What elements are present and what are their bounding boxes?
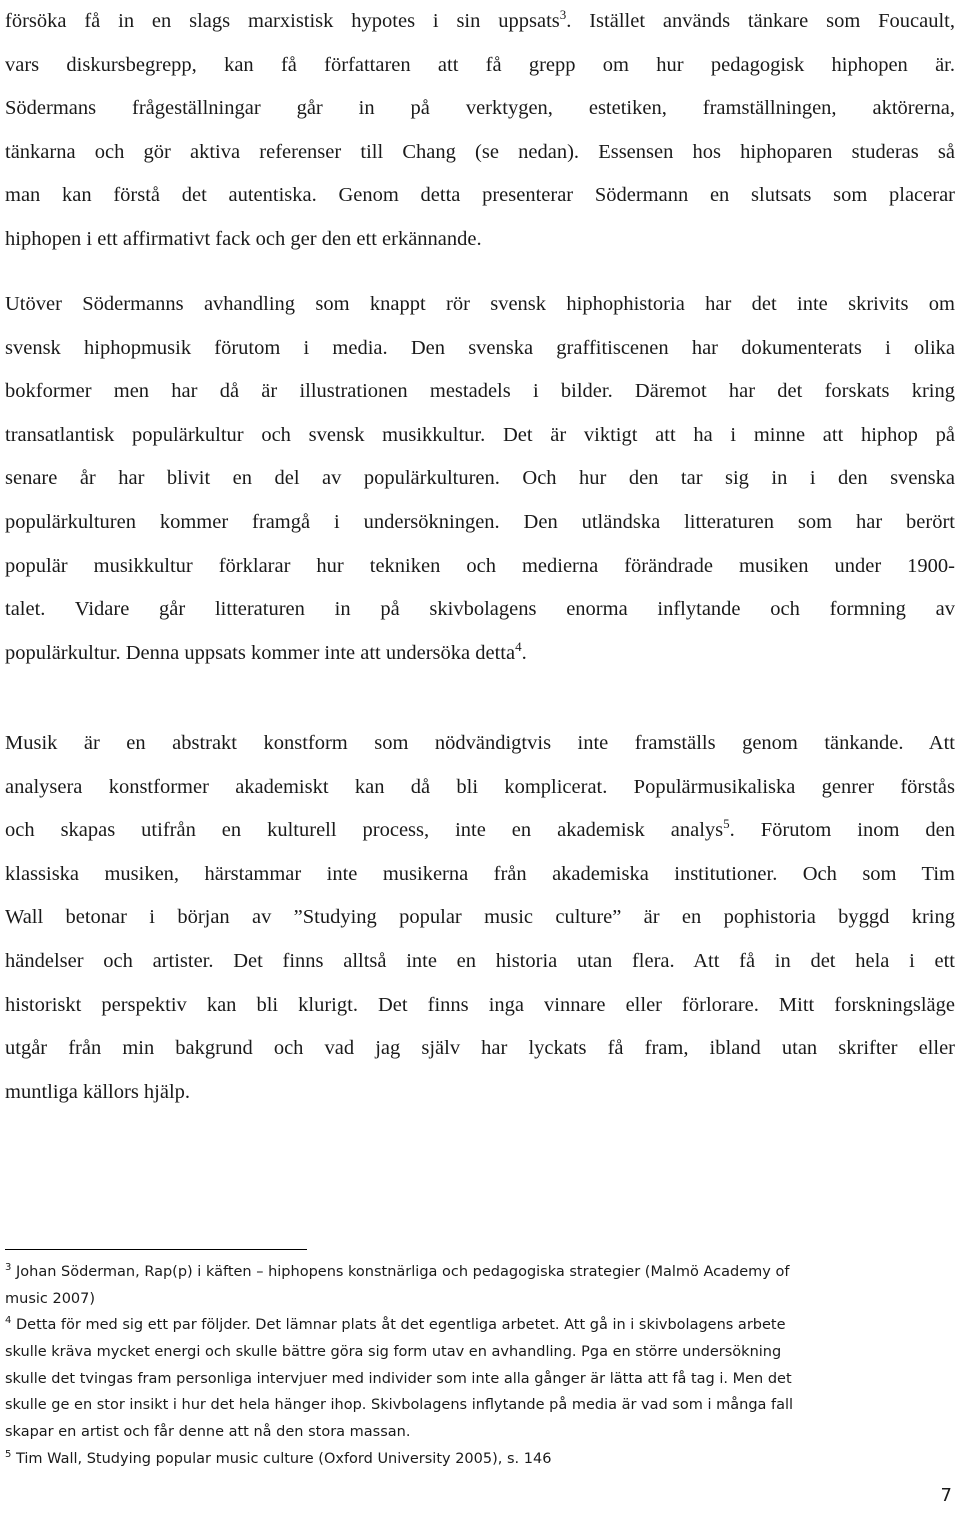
text-run: Utöver Södermanns avhandling som knappt rör svensk hiphophistoria har det inte skrivits om xyxy=(5,293,955,315)
text-line xyxy=(5,501,955,545)
text-line xyxy=(5,588,955,632)
text-run: . xyxy=(521,641,527,664)
text-run: senare år har blivit en del av populärkulturen. Och hur den tar sig in i den svenska xyxy=(5,467,955,490)
footnote-line xyxy=(5,1392,955,1419)
text-run: händelser och artister. Det finns alltså inte en historia utan flera. Att få in det hela i ett xyxy=(5,949,955,972)
text-line xyxy=(5,174,955,218)
text-run: klassiska musiken, härstammar inte musikerna från akademiska institutioner. Och som Tim xyxy=(5,862,955,885)
text-line xyxy=(5,722,955,766)
footnote-line xyxy=(5,1419,955,1446)
text-line xyxy=(5,940,955,984)
text-run: transatlantisk populärkultur och svensk musikkultur. Det är viktigt att ha i minne att hiphop på xyxy=(5,423,955,446)
text-run: . Istället används tänkare som Foucault, xyxy=(566,10,955,32)
text-line xyxy=(5,545,955,589)
footnote-line xyxy=(5,1339,955,1366)
footnote-text: music 2007) xyxy=(5,1290,96,1307)
paragraph-1 xyxy=(5,0,955,262)
footnote-reference[interactable]: 5 xyxy=(723,816,730,832)
footnote-line xyxy=(5,1446,955,1473)
text-line xyxy=(5,87,955,131)
text-line xyxy=(5,457,955,501)
footnote-text: Johan Söderman, Rap(p) i käften – hiphopens konstnärliga och pedagogiska strategier (Malmö Academy of xyxy=(11,1264,790,1280)
paragraph-2 xyxy=(5,283,955,675)
footnote-line xyxy=(5,1286,955,1313)
footnote-text: skulle kräva mycket energi och skulle bättre göra sig form utav en avhandling. Pga en större undersökning xyxy=(5,1344,782,1361)
text-run: Wall betonar i början av ”Studying popular music culture” är en pophistoria byggd kring xyxy=(5,906,955,929)
text-run: historiskt perspektiv kan bli klurigt. Det finns inga vinnare eller förlorare. Mitt forskningsläge xyxy=(5,993,955,1016)
footnote-number: 5 xyxy=(5,1448,12,1460)
text-run: bokformer men har då är illustrationen mestadels i bilder. Däremot har det forskats kring xyxy=(5,380,955,403)
text-run: och skapas utifrån en kulturell process, inte en akademisk analys xyxy=(5,819,724,842)
text-line xyxy=(5,414,955,458)
text-run: svensk hiphopmusik förutom i media. Den svenska graffitiscenen har dokumenterats i olika xyxy=(5,336,955,359)
footnote-number: 4 xyxy=(5,1315,12,1327)
text-run: populärkulturen kommer framgå i undersökningen. Den utländska litteraturen som har berört xyxy=(5,510,955,533)
text-line xyxy=(5,370,955,414)
footnote-line xyxy=(5,1259,955,1286)
text-run: utgår från min bakgrund och vad jag själv har lyckats få fram, ibland utan skrifter eller xyxy=(5,1037,955,1060)
footnote-text: Detta för med sig ett par följder. Det lämnar plats åt det egentliga arbetet. Att gå in i skivbolagens arbete xyxy=(11,1317,786,1334)
text-run: Södermans frågeställningar går in på verktygen, estetiken, framställningen, aktörerna, xyxy=(5,97,955,120)
footnote-text: skapar en artist och får denne att nå den stora massan. xyxy=(5,1424,411,1441)
text-run: muntliga källors hjälp. xyxy=(5,1080,191,1103)
footnote-reference[interactable]: 3 xyxy=(559,7,567,22)
footnote-reference[interactable]: 4 xyxy=(515,638,522,654)
text-run: . Förutom inom den xyxy=(729,819,956,842)
text-line xyxy=(5,283,955,327)
text-run: hiphopen i ett affirmativt fack och ger den ett erkännande. xyxy=(5,227,482,250)
text-line xyxy=(5,327,955,371)
footnote-line xyxy=(5,1312,955,1339)
text-line xyxy=(5,1027,955,1071)
footnotes xyxy=(5,1259,955,1473)
text-run: populär musikkultur förklarar hur tekniken och medierna förändrade musiken under 1900- xyxy=(5,554,955,577)
text-line xyxy=(5,809,955,853)
text-run: Musik är en abstrakt konstform som nödvändigtvis inte framställs genom tänkande. Att xyxy=(5,732,955,754)
text-run: populärkultur. Denna uppsats kommer inte att undersöka detta xyxy=(5,641,516,664)
text-line xyxy=(5,896,955,940)
text-run: försöka få in en slags marxistisk hypotes i sin uppsats xyxy=(5,10,560,32)
footnote-text: skulle det tvingas fram personliga intervjuer med individer som inte alla gånger är lätta att få tag i. Men det xyxy=(5,1370,792,1387)
text-run: talet. Vidare går litteraturen in på skivbolagens enorma inflytande och formning av xyxy=(5,598,955,621)
paragraph-3 xyxy=(5,722,955,1114)
text-run: man kan förstå det autentiska. Genom detta presenterar Södermann en slutsats som placerar xyxy=(5,184,955,207)
text-run: analysera konstformer akademiskt kan då bli komplicerat. Populärmusikaliska genrer förstås xyxy=(5,775,955,798)
footnote-text: Tim Wall, Studying popular music culture (Oxford University 2005), s. 146 xyxy=(11,1450,552,1467)
footnote-separator xyxy=(5,1249,307,1250)
text-line xyxy=(5,853,955,897)
footnote-text: skulle ge en stor insikt i hur det hela hänger ihop. Skivbolagens inflytande på media är vad som i många fall xyxy=(5,1397,794,1414)
page-number: 7 xyxy=(940,1485,952,1506)
text-line xyxy=(5,218,955,262)
text-line xyxy=(5,1071,955,1115)
footnote-line xyxy=(5,1366,955,1393)
text-line xyxy=(5,44,955,88)
text-line xyxy=(5,984,955,1028)
text-line xyxy=(5,131,955,175)
text-line xyxy=(5,0,955,44)
text-line xyxy=(5,632,955,676)
footnote-number: 3 xyxy=(5,1262,12,1273)
text-run: tänkarna och gör aktiva referenser till Chang (se nedan). Essensen hos hiphoparen studeras så xyxy=(5,140,955,163)
text-line xyxy=(5,766,955,810)
text-run: vars diskursbegrepp, kan få författaren att få grepp om hur pedagogisk hiphopen är. xyxy=(5,53,955,76)
